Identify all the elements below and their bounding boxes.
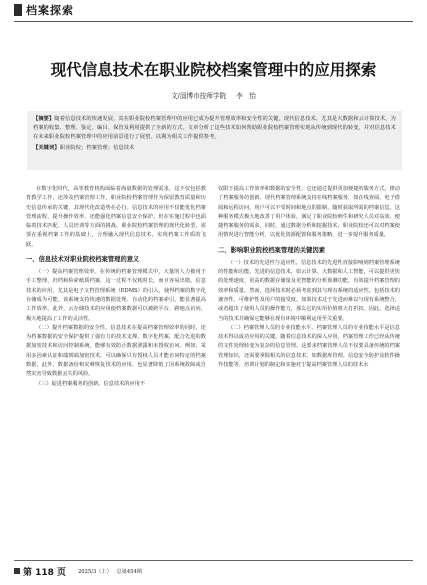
- left-column: [26, 185, 206, 389]
- issue-number: 总第454期: [116, 569, 142, 575]
- paragraph: （一）技术的先进性与适应性。信息技术的先进性直接影响到档案管理系统的性能和功能。先进的信息技术，如云计算、大数据和人工智能，可以提供更快的处理速度、更高的数据存储量及更智能的分析预测功能，有效提升档案管理的效率和质量。然而，选择技术时必须考虑到其与现有系统的适应性，包括技术的兼容性、可维护性及用户的接受度。如果技术过于先进而难以与现有系统整合，或者超出了使用人员的操作能力，那么它的实用价值将大打折扣。因此，选择适当的技术并确保它能够在现有环境中顺利运用至关重要。: [218, 259, 400, 322]
- article-title: 现代信息技术在职业院校档案管理中的应用探索: [50, 61, 377, 79]
- right-column: [218, 185, 400, 370]
- author-name: 李 怡: [236, 92, 256, 100]
- footer-rule: [14, 560, 413, 561]
- section-heading-2: 二、影响职业院校档案管理的关键因素: [218, 246, 326, 254]
- column-tag-marker: [14, 4, 22, 16]
- author-affiliation: 文/淄博市技师学院: [171, 92, 227, 100]
- abstract-label: 【摘要】: [33, 116, 55, 122]
- keywords: [33, 144, 396, 153]
- abstract: [33, 115, 396, 142]
- paragraph: （二）档案管理人员的专业技能水平。档案管理人员的专业技能水平是信息技术得以成功应用的关键。随着信息技术的深入应用，档案管理工作已经从传统的文件处理转变为复杂的信息管理。这要求档案管理人员不仅要具备传统的档案管理知识，还需要掌握相关的信息技术，如数据库管理、信息安全防护及软件操作技能等。培训计划的制定和实施对于提高档案管理人员的技术水: [218, 324, 400, 369]
- column-tag: [14, 0, 74, 20]
- paragraph-continued: 仅限于提高工作效率和数据的安全性，它还通过提供更加便捷的服务方式，推动了档案服务的创新。现代档案管理系统支持在线档案服务，如在线查阅、电子借阅和远程访问，用户可以不受时间和地点的限制，随时获取所需的档案信息。这种服务模式极大地改善了用户体验，满足了职业院校师生和研究人员对高效、便捷档案服务的需求。同时，通过数据分析和挖掘技术，职业院校还可以对档案使用情况进行智能分析，以优化资源配置和服务策略，进一步提升服务质量。: [218, 186, 400, 239]
- abstract-text: 随着信息技术的快速发展，其在职业院校档案管理中的应用已成为提升管理效率和安全性的关键。现代信息技术，尤其是大数据和云计算技术，为档案的收集、整理、鉴定、编目、保管及利用提供了全新的方式。文章分析了这些技术如何帮助职业院校档案管理实现从传统到现代的转变，并对信息技术在未来职业院校档案管理中的应用前景进行了展望，以期为相关工作提供参考。: [33, 116, 396, 140]
- section-heading-1: 一、信息技术对职业院校档案管理的意义: [26, 256, 140, 264]
- paragraph: （三）促进档案服务的创新。信息技术的应用不: [36, 380, 145, 387]
- issue-date: 2025/3（上）: [78, 569, 112, 575]
- issue-info: [78, 568, 145, 575]
- page-footer: [14, 565, 413, 579]
- header-rule: [14, 21, 413, 22]
- author-line: [0, 90, 427, 100]
- paragraph: （一）提高档案管理效率。在传统的档案管理模式中，大量的人力被用于手工整理、归档和检索纸质档案，这一过程不仅耗时长，而且容易出错。信息技术的应用，尤其是电子文档管理系统（EDMS）的引入，使得档案的数字化存储成为可能。该系统支持快速的数据处理、自动化的档案索引，能显著提高工作效率。此外，云存储技术的应用使档案数据可以被跨平台、跨地点访问，极大地提高了工作的灵活性。: [26, 269, 206, 322]
- intro-paragraph: 在数字化时代，高等教育机构面临着海量数据的处理需求，这不仅包括教育教学工作，还涉及档案管理工作。职业院校档案管理作为保留教育质量和历史信息传承的关键，其现代化改造势在必行。信息技术的应用不仅能优化档案管理流程，提升操作效率，还能强化档案信息安全保护。但在实施过程中也面临着技术匹配、人员培训等方面的挑战。职业院校档案管理的现代化转型，需要在重视档案工作的基础上，合理融入现代信息技术，实现档案工作质的飞跃。: [26, 186, 206, 248]
- paragraph: （二）提升档案数据的安全性。信息技术在提高档案管理效率的同时，还为档案数据的安全保护提供了强有力的技术支撑。数字化档案，配合先进的数据加密技术和访问控制系统，能够有效防止数据泄露和未授权访问。例如，采用多因素认证和端到端加密技术，可以确保只有授权人员才能访问特定的档案数据。此外，数据备份和灾难恢复技术的应用，也显著降低了因系统故障或自然灾害导致数据丢失的风险。: [26, 324, 206, 378]
- keywords-text: 职业院校；档案管理；信息技术: [59, 144, 135, 151]
- column-tag-label: 档案探索: [26, 4, 74, 17]
- page-number: 第 118 页: [23, 568, 67, 578]
- keywords-label: 【关键词】: [33, 144, 60, 151]
- footer-marker: [14, 568, 20, 574]
- abstract-box: [27, 111, 402, 170]
